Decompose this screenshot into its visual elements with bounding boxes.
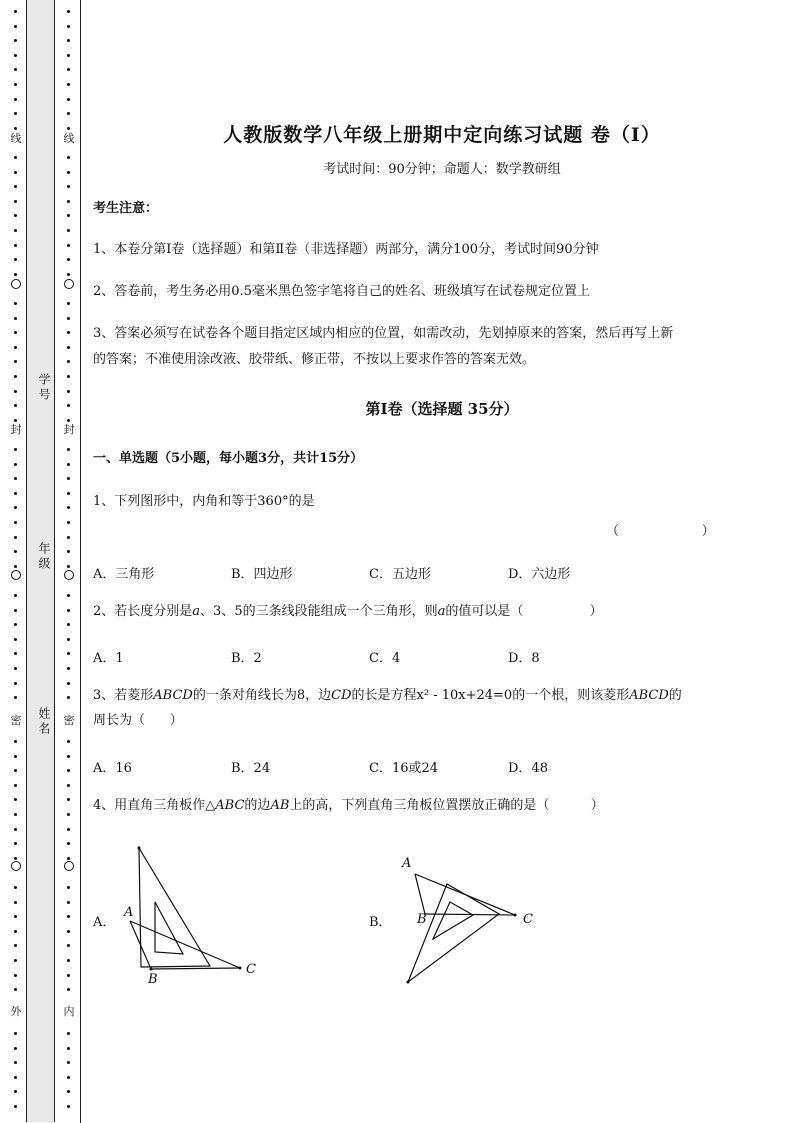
binding-dot: [67, 550, 70, 553]
binding-dot: [67, 156, 70, 159]
inner-mark-feng: 封: [63, 423, 75, 436]
binding-hole-icon: [11, 279, 21, 289]
binding-dot: [67, 901, 70, 904]
exam-title: 人教版数学八年级上册期中定向练习试题 卷（Ⅰ）: [223, 124, 661, 146]
binding-dot: [67, 1047, 70, 1050]
q3-stem-d: 的一个根，则该菱形: [512, 688, 630, 703]
q3-option-c[interactable]: C．16或24: [369, 761, 439, 776]
q3-equation: x² - 10x+24=0: [416, 688, 513, 703]
binding-dot: [14, 594, 17, 597]
binding-dot: [14, 842, 17, 845]
binding-dot: [67, 98, 70, 101]
binding-dot: [14, 667, 17, 670]
notice-heading: 考生注意：: [93, 201, 159, 216]
q4-fig-b-label-c: C: [523, 912, 533, 927]
binding-dot: [67, 127, 70, 130]
binding-dot: [14, 448, 17, 451]
binding-dot: [14, 959, 17, 962]
binding-dot: [14, 127, 17, 130]
binding-dot: [14, 477, 17, 480]
q3-stem-e: 的: [668, 688, 682, 703]
binding-dot: [14, 331, 17, 334]
binding-dot: [14, 974, 17, 977]
binding-dot: [67, 740, 70, 743]
student-id-label: 学号: [37, 373, 51, 403]
binding-hole-icon: [11, 861, 21, 871]
binding-dot: [67, 25, 70, 28]
binding-dot: [67, 886, 70, 889]
q3-stem-line2: 周长为（ ）: [93, 713, 183, 728]
inner-mark-xian: 线: [63, 132, 75, 145]
binding-dot: [67, 696, 70, 699]
binding-dot: [14, 886, 17, 889]
binding-dot: [67, 842, 70, 845]
binding-dot: [14, 798, 17, 801]
binding-dot: [67, 360, 70, 363]
outer-dotted-line: [9, 0, 23, 1123]
q4-fig-b-triangle-inner: [433, 902, 473, 939]
q4-option-a[interactable]: A．: [93, 915, 116, 930]
q4-fig-b-label-a: A: [402, 856, 412, 871]
binding-dot: [67, 39, 70, 42]
binding-dot: [67, 652, 70, 655]
q3-option-a[interactable]: A．16: [93, 761, 132, 776]
binding-dot: [67, 448, 70, 451]
q3-stem-a: 3、若菱形: [93, 688, 154, 703]
q2-option-a[interactable]: A．1: [93, 651, 124, 666]
binding-dot: [14, 112, 17, 115]
binding-dot: [14, 200, 17, 203]
binding-dot: [14, 1105, 17, 1108]
q4-option-b[interactable]: B．: [369, 915, 392, 930]
binding-dot: [67, 798, 70, 801]
binding-dot: [67, 214, 70, 217]
binding-dot: [67, 609, 70, 612]
binding-dot: [14, 623, 17, 626]
binding-dot: [67, 302, 70, 305]
q4-stem-c: 上的高，下列直角三角板位置摆放正确的是（ ）: [289, 798, 604, 813]
notice-item-1: 1、本卷分第Ⅰ卷（选择题）和第Ⅱ卷（非选择题）两部分，满分100分，考试时间90分钟: [93, 242, 599, 257]
q4-fig-a-large-triangle-inner: [155, 902, 183, 954]
binding-dot: [14, 229, 17, 232]
q2-stem: [93, 599, 602, 625]
binding-dot: [14, 83, 17, 86]
binding-dot: [67, 463, 70, 466]
q3-cd: CD: [331, 688, 352, 703]
binding-dot: [67, 536, 70, 539]
binding-dot: [67, 419, 70, 422]
binding-dot: [14, 638, 17, 641]
binding-dot: [14, 302, 17, 305]
binding-dot: [14, 68, 17, 71]
exam-subtitle: 考试时间：90分钟；命题人：数学教研组: [323, 162, 561, 177]
binding-dot: [14, 390, 17, 393]
q2-var-a: a: [192, 604, 201, 619]
binding-hole-icon: [64, 570, 74, 580]
grade-label: 年级: [37, 542, 51, 572]
binding-dot: [14, 463, 17, 466]
binding-dot: [14, 185, 17, 188]
binding-dot: [67, 10, 70, 13]
q1-option-c[interactable]: C．五边形: [369, 567, 431, 582]
q4-stem: [93, 793, 604, 819]
binding-dot: [14, 930, 17, 933]
notice-item-2: 2、答卷前，考生务必用0.5毫米黑色签字笔将自己的姓名、班级填写在试卷规定位置上: [93, 284, 590, 299]
margin-rule: [80, 0, 81, 1123]
inner-mark-nei: 内: [63, 1005, 75, 1018]
binding-dot: [14, 360, 17, 363]
q2-stem-c: 的值可以是（ ）: [445, 604, 603, 619]
binding-dot: [14, 419, 17, 422]
binding-dot: [14, 988, 17, 991]
binding-dot: [14, 25, 17, 28]
binding-dot: [14, 1090, 17, 1093]
outer-mark-feng: 封: [10, 423, 22, 436]
outer-mark-wai: 外: [10, 1005, 22, 1018]
binding-dot: [14, 492, 17, 495]
q3-option-b[interactable]: B．24: [231, 761, 271, 776]
binding-dot: [67, 959, 70, 962]
binding-dot: [67, 784, 70, 787]
q4-fig-a-large-triangle-outer: [139, 848, 210, 967]
q4-fig-a-side-bc: [151, 968, 240, 969]
q1-option-d[interactable]: D．六边形: [508, 567, 571, 582]
binding-dot: [67, 112, 70, 115]
binding-dot: [67, 944, 70, 947]
binding-dot: [67, 244, 70, 247]
binding-dot: [67, 273, 70, 276]
q4-fig-b-side-ab: [415, 874, 425, 914]
q4-fig-b-side-bc: [425, 914, 515, 915]
binding-dot: [14, 740, 17, 743]
binding-dot: [67, 828, 70, 831]
notice-item-3-cont: 的答案；不准使用涂改液、胶带纸、修正带，不按以上要求作答的答案无效。: [93, 352, 536, 367]
binding-dot: [67, 346, 70, 349]
q4-fig-a-label-a: A: [124, 905, 134, 920]
binding-dot: [67, 185, 70, 188]
binding-dot: [67, 623, 70, 626]
outer-mark-mi: 密: [10, 714, 22, 727]
binding-dot: [67, 594, 70, 597]
q3-stem-b: 的一条对角线长为8，边: [192, 688, 332, 703]
binding-dot: [67, 83, 70, 86]
binding-dot: [67, 930, 70, 933]
q2-option-b[interactable]: B．2: [231, 651, 262, 666]
q4-fig-a-label-c: C: [246, 962, 256, 977]
binding-dot: [67, 769, 70, 772]
binding-dot: [67, 813, 70, 816]
binding-dot: [67, 915, 70, 918]
binding-dot: [67, 331, 70, 334]
notice-item-3: 3、答案必须写在试卷各个题目指定区域内相应的位置，如需改动，先划掉原来的答案，然后再写上新: [93, 326, 674, 341]
q1-option-b[interactable]: B．四边形: [231, 567, 293, 582]
q2-var-a-2: a: [437, 604, 446, 619]
binding-dot: [14, 214, 17, 217]
binding-dot: [67, 1090, 70, 1093]
binding-hole-icon: [64, 861, 74, 871]
binding-dot: [67, 1061, 70, 1064]
binding-dot: [67, 1076, 70, 1079]
binding-dot: [14, 54, 17, 57]
inner-mark-mi: 密: [63, 714, 75, 727]
binding-dot: [67, 988, 70, 991]
binding-dot: [14, 1076, 17, 1079]
section-title: 第Ⅰ卷（选择题 35分）: [365, 400, 519, 418]
binding-dot: [67, 390, 70, 393]
binding-dot: [67, 258, 70, 261]
q2-stem-a: 2、若长度分别是: [93, 604, 193, 619]
name-label: 姓名: [37, 707, 51, 737]
binding-dot: [67, 200, 70, 203]
binding-dot: [14, 258, 17, 261]
q2-stem-b: 、3、5的三条线段能组成一个三角形，则: [200, 604, 438, 619]
binding-dot: [67, 317, 70, 320]
binding-dot: [67, 171, 70, 174]
binding-dot: [14, 944, 17, 947]
q4-fig-a-label-b: B: [148, 972, 158, 987]
binding-dot: [14, 404, 17, 407]
binding-dot: [14, 10, 17, 13]
q4-ab: AB: [270, 798, 290, 813]
outer-mark-xian: 线: [10, 132, 22, 145]
binding-hole-icon: [11, 570, 21, 580]
binding-dot: [14, 536, 17, 539]
binding-dot: [14, 273, 17, 276]
binding-dot: [14, 565, 17, 568]
binding-dot: [67, 492, 70, 495]
binding-dot: [14, 1032, 17, 1035]
binding-dot: [67, 565, 70, 568]
q4-fig-b-label-b: B: [417, 912, 427, 927]
binding-dot: [14, 1061, 17, 1064]
binding-dot: [14, 901, 17, 904]
binding-dot: [67, 404, 70, 407]
binding-dot: [14, 1047, 17, 1050]
q3-abcd-2: ABCD: [629, 688, 669, 703]
binding-dot: [14, 39, 17, 42]
binding-dot: [67, 229, 70, 232]
binding-dot: [67, 682, 70, 685]
binding-dot: [14, 171, 17, 174]
q1-option-a[interactable]: A．三角形: [93, 567, 155, 582]
binding-dot: [14, 769, 17, 772]
binding-dot: [14, 346, 17, 349]
q3-stem-c: 的长是方程: [351, 688, 417, 703]
binding-dot: [14, 652, 17, 655]
binding-dot: [14, 375, 17, 378]
q1-stem: 1、下列图形中，内角和等于360°的是: [93, 494, 315, 509]
binding-dot: [14, 521, 17, 524]
binding-dot: [67, 638, 70, 641]
q4-figure-b: [395, 862, 535, 992]
q3-stem: [93, 683, 682, 709]
q4-fig-a-side-ac: [130, 921, 240, 968]
inner-dotted-line: [62, 0, 76, 1123]
part-heading: 一、单选题（5小题，每小题3分，共计15分）: [93, 451, 364, 466]
binding-dot: [14, 857, 17, 860]
binding-dot: [67, 857, 70, 860]
binding-dot: [14, 682, 17, 685]
q4-stem-a: 4、用直角三角板作△: [93, 798, 216, 813]
binding-dot: [67, 755, 70, 758]
binding-dot: [67, 1105, 70, 1108]
binding-dot: [14, 98, 17, 101]
binding-dot: [67, 974, 70, 977]
binding-dot: [67, 667, 70, 670]
binding-dot: [67, 54, 70, 57]
binding-dot: [14, 813, 17, 816]
binding-dot: [67, 521, 70, 524]
binding-dot: [67, 506, 70, 509]
q4-abc: ABC: [215, 798, 245, 813]
binding-dot: [14, 506, 17, 509]
binding-dot: [67, 1032, 70, 1035]
binding-dot: [67, 68, 70, 71]
binding-dot: [14, 317, 17, 320]
q2-option-c[interactable]: C．4: [369, 651, 401, 666]
binding-dot: [14, 244, 17, 247]
binding-dot: [14, 828, 17, 831]
binding-dot: [14, 550, 17, 553]
binding-hole-icon: [64, 279, 74, 289]
binding-dot: [14, 156, 17, 159]
q2-option-d[interactable]: D．8: [508, 651, 540, 666]
q4-stem-b: 的边: [244, 798, 271, 813]
binding-dot: [14, 755, 17, 758]
binding-dot: [14, 696, 17, 699]
binding-dot: [14, 609, 17, 612]
q3-option-d[interactable]: D．48: [508, 761, 548, 776]
binding-dot: [67, 477, 70, 480]
q3-abcd: ABCD: [153, 688, 193, 703]
binding-dot: [67, 375, 70, 378]
binding-dot: [14, 915, 17, 918]
binding-dot: [14, 784, 17, 787]
q1-answer-paren: （ ）: [606, 524, 715, 539]
